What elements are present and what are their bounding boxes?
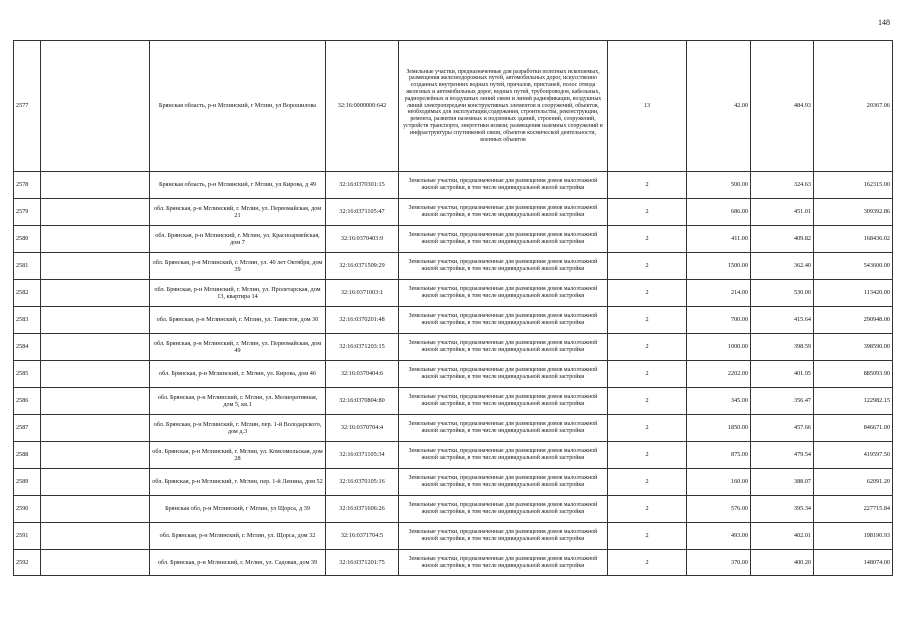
empty-cell [41,496,150,523]
use-group-cell: 2 [608,496,687,523]
empty-cell [41,172,150,199]
cadastral-number-cell: 32:16:0370804:80 [326,388,399,415]
cadastral-value-cell: 227715.84 [814,496,893,523]
area-cell: 1500.00 [687,253,751,280]
area-cell: 576.00 [687,496,751,523]
use-group-cell: 2 [608,199,687,226]
permitted-use-cell: Земельные участки, предназначенные для размещения домов малоэтажной жилой застройки, в том числе индивидуальной жилой застройки [399,415,608,442]
cadastral-number-cell: 32:16:0371105:47 [326,199,399,226]
permitted-use-cell: Земельные участки, предназначенные для размещения домов малоэтажной жилой застройки, в том числе индивидуальной жилой застройки [399,442,608,469]
table-row [14,41,893,172]
specific-value-cell: 415.64 [751,307,814,334]
area-cell: 500.00 [687,172,751,199]
area-cell: 686.00 [687,199,751,226]
specific-value-cell: 395.34 [751,496,814,523]
permitted-use-cell: Земельные участки, предназначенные для размещения домов малоэтажной жилой застройки, в том числе индивидуальной жилой застройки [399,469,608,496]
use-group-cell: 2 [608,253,687,280]
specific-value-cell: 398.59 [751,334,814,361]
permitted-use-cell: Земельные участки, предназначенные для размещения домов малоэтажной жилой застройки, в том числе индивидуальной жилой застройки [399,253,608,280]
cadastral-value-cell: 113420.00 [814,280,893,307]
cadastral-value-cell: 309392.86 [814,199,893,226]
specific-value-cell: 324.63 [751,172,814,199]
permitted-use-cell: Земельные участки, предназначенные для размещения домов малоэтажной жилой застройки, в том числе индивидуальной жилой застройки [399,361,608,388]
table-row [14,172,893,199]
specific-value-cell: 388.07 [751,469,814,496]
empty-cell [41,41,150,172]
address-cell: обл. Брянская, р-н Мглинский, г. Мглин, ул. Комсомольская, дом 28 [150,442,326,469]
cadastral-value-cell: 162315.00 [814,172,893,199]
address-cell: обл. Брянская, р-н Мглинский, г. Мглин, ул. Красноармейская, дом 7 [150,226,326,253]
cadastral-value-cell: 543600.00 [814,253,893,280]
row-number-cell: 2577 [14,41,41,172]
empty-cell [41,334,150,361]
address-cell: Брянская обл, р-н Мглинский, г Мглин, ул Щорса, д 39 [150,496,326,523]
area-cell: 2202.00 [687,361,751,388]
use-group-cell: 2 [608,361,687,388]
permitted-use-cell: Земельные участки, предназначенные для размещения домов малоэтажной жилой застройки, в том числе индивидуальной жилой застройки [399,280,608,307]
area-cell: 214.00 [687,280,751,307]
empty-cell [41,415,150,442]
empty-cell [41,469,150,496]
specific-value-cell: 362.40 [751,253,814,280]
row-number-cell: 2582 [14,280,41,307]
cadastral-value-cell: 198190.93 [814,523,893,550]
table-row [14,388,893,415]
table-row [14,307,893,334]
address-cell: обл. Брянская, р-н Мглинский, г. Мглин, пер. 1-й Ленина, дом 52 [150,469,326,496]
specific-value-cell: 479.54 [751,442,814,469]
row-number-cell: 2588 [14,442,41,469]
cadastral-number-cell: 32:16:0371509:29 [326,253,399,280]
cadastral-number-cell: 32:16:0370201:48 [326,307,399,334]
cadastral-value-cell: 419597.50 [814,442,893,469]
table-row [14,415,893,442]
row-number-cell: 2590 [14,496,41,523]
use-group-cell: 2 [608,523,687,550]
row-number-cell: 2579 [14,199,41,226]
cadastral-number-cell: 32:16:0370404:6 [326,361,399,388]
cadastral-number-cell: 32:16:0000000:642 [326,41,399,172]
address-cell: обл. Брянская, р-н Мглинский, г. Мглин, пер. 1-й Володарского, дом д.3 [150,415,326,442]
cadastral-number-cell: 32:16:0371105:34 [326,442,399,469]
table-row [14,334,893,361]
cadastral-value-cell: 122982.15 [814,388,893,415]
specific-value-cell: 400.20 [751,550,814,576]
row-number-cell: 2586 [14,388,41,415]
table-row [14,280,893,307]
use-group-cell: 2 [608,307,687,334]
use-group-cell: 13 [608,41,687,172]
specific-value-cell: 530.00 [751,280,814,307]
area-cell: 1000.00 [687,334,751,361]
area-cell: 700.00 [687,307,751,334]
table-row [14,550,893,576]
row-number-cell: 2591 [14,523,41,550]
area-cell: 493.00 [687,523,751,550]
address-cell: обл. Брянская, р-н Мглинский, г. Мглин, ул. Первомайская, дом 21 [150,199,326,226]
cadastral-value-cell: 885093.90 [814,361,893,388]
cadastral-value-cell: 148074.00 [814,550,893,576]
address-cell: обл. Брянская, р-н Мглинский, г. Мглин, ул. Кирова, дом 46 [150,361,326,388]
use-group-cell: 2 [608,226,687,253]
row-number-cell: 2583 [14,307,41,334]
row-number-cell: 2585 [14,361,41,388]
row-number-cell: 2578 [14,172,41,199]
permitted-use-cell: Земельные участки, предназначенные для размещения домов малоэтажной жилой застройки, в том числе индивидуальной жилой застройки [399,496,608,523]
empty-cell [41,361,150,388]
use-group-cell: 2 [608,442,687,469]
row-number-cell: 2587 [14,415,41,442]
permitted-use-cell: Земельные участки, предназначенные для размещения домов малоэтажной жилой застройки, в том числе индивидуальной жилой застройки [399,199,608,226]
empty-cell [41,388,150,415]
cadastral-number-cell: 32:16:0370301:15 [326,172,399,199]
permitted-use-cell: Земельные участки, предназначенные для размещения домов малоэтажной жилой застройки, в том числе индивидуальной жилой застройки [399,523,608,550]
empty-cell [41,199,150,226]
table-row [14,199,893,226]
address-cell: обл. Брянская, р-н Мглинский, г. Мглин, ул. Мелиоративная, дом 5, кв.1 [150,388,326,415]
specific-value-cell: 356.47 [751,388,814,415]
specific-value-cell: 484.93 [751,41,814,172]
area-cell: 345.00 [687,388,751,415]
use-group-cell: 2 [608,469,687,496]
cadastral-value-cell: 168436.02 [814,226,893,253]
address-cell: Брянская область, р-н Мглинский, г Мглин, ул Ворошилова [150,41,326,172]
permitted-use-cell: Земельные участки, предназначенные для размещения домов малоэтажной жилой застройки, в том числе индивидуальной жилой застройки [399,334,608,361]
specific-value-cell: 451.01 [751,199,814,226]
address-cell: обл. Брянская, р-н Мглинский, г. Мглин, ул. Первомайская, дом 49 [150,334,326,361]
cadastral-value-cell: 846671.00 [814,415,893,442]
empty-cell [41,253,150,280]
area-cell: 370.00 [687,550,751,576]
specific-value-cell: 409.82 [751,226,814,253]
table-body [14,41,893,576]
empty-cell [41,442,150,469]
empty-cell [41,307,150,334]
permitted-use-cell: Земельные участки, предназначенные для размещения домов малоэтажной жилой застройки, в том числе индивидуальной жилой застройки [399,307,608,334]
specific-value-cell: 457.66 [751,415,814,442]
cadastral-number-cell: 32:16:0371704:5 [326,523,399,550]
cadastral-number-cell: 32:16:0370403:9 [326,226,399,253]
cadastral-number-cell: 32:16:0371201:75 [326,550,399,576]
table-row [14,361,893,388]
empty-cell [41,226,150,253]
area-cell: 160.00 [687,469,751,496]
permitted-use-cell: Земельные участки, предназначенные для размещения домов малоэтажной жилой застройки, в том числе индивидуальной жилой застройки [399,388,608,415]
address-cell: обл. Брянская, р-н Мглинский, г. Мглин, ул. 40 лет Октября, дом 39 [150,253,326,280]
specific-value-cell: 402.01 [751,523,814,550]
address-cell: обл. Брянская, р-н Мглинский, г. Мглин, ул. Садовая, дом 39 [150,550,326,576]
cadastral-number-cell: 32:16:0371003:1 [326,280,399,307]
permitted-use-cell: Земельные участки, предназначенные для размещения домов малоэтажной жилой застройки, в том числе индивидуальной жилой застройки [399,226,608,253]
use-group-cell: 2 [608,172,687,199]
use-group-cell: 2 [608,334,687,361]
cadastral-value-table [13,40,893,576]
cadastral-number-cell: 32:16:0370105:16 [326,469,399,496]
cadastral-number-cell: 32:16:0371606:26 [326,496,399,523]
area-cell: 411.00 [687,226,751,253]
address-cell: обл. Брянская, р-н Мглинский, г. Мглин, ул. Пролетарская, дом 13, квартира 14 [150,280,326,307]
table-row [14,226,893,253]
cadastral-value-cell: 62091.20 [814,469,893,496]
row-number-cell: 2584 [14,334,41,361]
cadastral-value-cell: 290948.00 [814,307,893,334]
table-row [14,253,893,280]
row-number-cell: 2580 [14,226,41,253]
permitted-use-cell: Земельные участки, предназначенные для разработки полезных ископаемых, размещения железнодорожных путей, автомобильных дорог, искусственно созданных внутренних водных путей, причалов, пристаней, полос отвода железных и автомобильных дорог, водных путей, трубопроводов, кабельных, радиорелейных и воздушных линий связи и линий радиофикации, воздушных линий электропередачи конструктивных элементов и сооружений, объектов, необходимых для эксплуатации,содержания, строительства, реконструкции, ремонта, развития наземных и подземных зданий, строений, сооружений, устройств транспорта, энергетики исвязи; размещения наземных сооружений и инфраструктуры спутниковой связи, объектов космической деятельности, военных объектов [399,41,608,172]
table-row [14,523,893,550]
cadastral-value-cell: 398590.00 [814,334,893,361]
permitted-use-cell: Земельные участки, предназначенные для размещения домов малоэтажной жилой застройки, в том числе индивидуальной жилой застройки [399,550,608,576]
row-number-cell: 2589 [14,469,41,496]
empty-cell [41,280,150,307]
cadastral-number-cell: 32:16:0371203:15 [326,334,399,361]
use-group-cell: 2 [608,415,687,442]
address-cell: обл. Брянская, р-н Мглинский, г. Мглин, ул. Тавистов, дом 30 [150,307,326,334]
area-cell: 42.00 [687,41,751,172]
area-cell: 875.00 [687,442,751,469]
table-row [14,442,893,469]
table-row [14,496,893,523]
use-group-cell: 2 [608,550,687,576]
specific-value-cell: 401.95 [751,361,814,388]
cadastral-number-cell: 32:16:0370704:4 [326,415,399,442]
row-number-cell: 2592 [14,550,41,576]
empty-cell [41,550,150,576]
use-group-cell: 2 [608,388,687,415]
page-number: 148 [878,18,890,27]
cadastral-value-cell: 20367.06 [814,41,893,172]
area-cell: 1850.00 [687,415,751,442]
empty-cell [41,523,150,550]
table-row [14,469,893,496]
address-cell: Брянская область, р-н Мглинский, г Мглин, ул Кирова, д 49 [150,172,326,199]
permitted-use-cell: Земельные участки, предназначенные для размещения домов малоэтажной жилой застройки, в том числе индивидуальной жилой застройки [399,172,608,199]
use-group-cell: 2 [608,280,687,307]
address-cell: обл. Брянская, р-н Мглинский, г. Мглин, ул. Щорса, дом 32 [150,523,326,550]
row-number-cell: 2581 [14,253,41,280]
